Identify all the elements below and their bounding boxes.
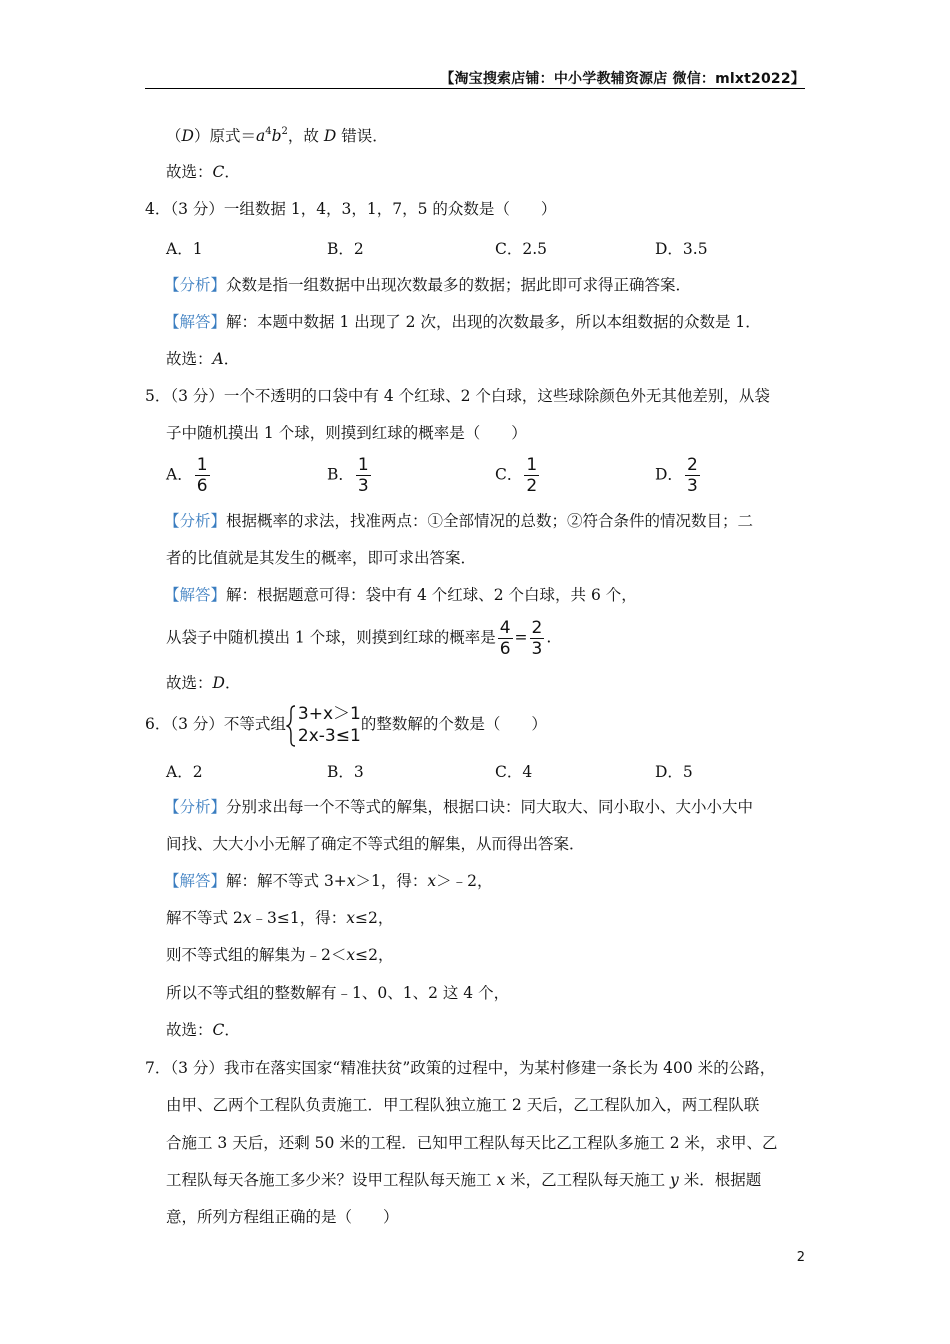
q4-solution: 【解答】解：本题中数据 1 出现了 2 次，出现的次数最多，所以本组数据的众数是 1． bbox=[164, 313, 761, 331]
q6-solution-1: 【解答】解：解不等式 3+x＞1，得：x＞﹣2， bbox=[164, 872, 493, 890]
q5-option-a: A． $\frac{1}{6}$ bbox=[166, 455, 208, 496]
q6-analysis-2: 间找、大大小小无解了确定不等式组的解集，从而得出答案． bbox=[166, 835, 585, 853]
prev-choose: 故选：C． bbox=[166, 163, 240, 181]
fraction: $\frac{2}{3}$ bbox=[531, 618, 543, 659]
q5-solution-1: 【解答】解：根据题意可得：袋中有 4 个红球、2 个白球，共 6 个， bbox=[164, 586, 637, 604]
q7-line-2: 由甲、乙两个工程队负责施工．甲工程队独立施工 2 天后，乙工程队加入，两工程队联 bbox=[166, 1096, 760, 1114]
analysis-tag: 【分析】 bbox=[164, 512, 227, 530]
q7-line-4: 工程队每天各施工多少米？设甲工程队每天施工 x 米，乙工程队每天施工 y 米．根据题 bbox=[166, 1171, 762, 1189]
inequality-system: 3+x＞1 2x-3≤1 bbox=[286, 703, 361, 747]
q4-choose: 故选：A． bbox=[166, 350, 240, 368]
q6-solution-4: 所以不等式组的整数解有﹣1、0、1、2 这 4 个， bbox=[166, 984, 510, 1002]
q4-stem: 4．（3 分）一组数据 1，4，3，1，7，5 的众数是（ ） bbox=[145, 200, 557, 218]
prev-d-line: （D）原式$=a^4b^2$，故 D 错误． bbox=[166, 126, 388, 145]
q6-solution-2: 解不等式 2x﹣3≤1，得：x≤2， bbox=[166, 909, 394, 927]
q6-analysis-1: 【分析】分别求出每一个不等式的解集，根据口诀：同大取大、同小取小、大小小大中 bbox=[164, 798, 754, 816]
header-text: 【淘宝搜索店铺：中小学教辅资源店 微信：mlxt2022】 bbox=[440, 71, 805, 87]
q5-option-c: C． $\frac{1}{2}$ bbox=[495, 455, 538, 496]
q5-choose: 故选：D． bbox=[166, 674, 241, 692]
analysis-tag: 【分析】 bbox=[164, 798, 227, 816]
q4-analysis: 【分析】众数是指一组数据中出现次数最多的数据；据此即可求得正确答案． bbox=[164, 276, 692, 294]
fraction: $\frac{2}{3}$ bbox=[686, 455, 698, 496]
q7-line-1: 7．（3 分）我市在落实国家“精准扶贫”政策的过程中，为某村修建一条长为 400 米的公路， bbox=[145, 1059, 776, 1077]
q7-line-3: 合施工 3 天后，还剩 50 米的工程．已知甲工程队每天比乙工程队多施工 2 米，求甲、乙 bbox=[166, 1134, 778, 1152]
q6-choose: 故选：C． bbox=[166, 1021, 240, 1039]
header-rule bbox=[145, 88, 805, 89]
q4-option-d: D．3.5 bbox=[655, 240, 708, 258]
q6-option-d: D．5 bbox=[655, 763, 693, 781]
q5-analysis-1: 【分析】根据概率的求法，找准两点：①全部情况的总数；②符合条件的情况数目；二 bbox=[164, 512, 754, 530]
solution-tag: 【解答】 bbox=[164, 872, 227, 890]
left-brace-icon bbox=[286, 705, 296, 747]
fraction: $\frac{1}{3}$ bbox=[357, 455, 369, 496]
q5-stem-2: 子中随机摸出 1 个球，则摸到红球的概率是（ ） bbox=[166, 424, 527, 442]
q4-option-a: A．1 bbox=[166, 240, 203, 258]
q4-option-b: B．2 bbox=[327, 240, 364, 258]
fraction: $\frac{1}{2}$ bbox=[526, 455, 538, 496]
q6-option-c: C．4 bbox=[495, 763, 533, 781]
page-number: 2 bbox=[796, 1250, 805, 1265]
q4-option-c: C．2.5 bbox=[495, 240, 548, 258]
analysis-tag: 【分析】 bbox=[164, 276, 227, 294]
q6-option-b: B．3 bbox=[327, 763, 364, 781]
q5-analysis-2: 者的比值就是其发生的概率，即可求出答案． bbox=[166, 549, 477, 567]
solution-tag: 【解答】 bbox=[164, 586, 227, 604]
solution-tag: 【解答】 bbox=[164, 313, 227, 331]
q6-option-a: A．2 bbox=[166, 763, 203, 781]
q5-option-d: D． $\frac{2}{3}$ bbox=[655, 455, 698, 496]
fraction: $\frac{4}{6}$ bbox=[499, 618, 511, 659]
q5-solution-2: 从袋子中随机摸出 1 个球，则摸到红球的概率是 $\frac{4}{6}$ = $\frac{2}{3}$ . bbox=[166, 618, 552, 659]
q5-option-b: B． $\frac{1}{3}$ bbox=[327, 455, 369, 496]
q5-stem-1: 5．（3 分）一个不透明的口袋中有 4 个红球、2 个白球，这些球除颜色外无其他差别，从袋 bbox=[145, 387, 770, 405]
q6-solution-3: 则不等式组的解集为﹣2＜x≤2， bbox=[166, 946, 394, 964]
q7-line-5: 意，所列方程组正确的是（ ） bbox=[166, 1208, 399, 1226]
fraction: $\frac{1}{6}$ bbox=[196, 455, 208, 496]
q6-stem: 6．（3 分）不等式组 3+x＞1 2x-3≤1 的整数解的个数是（ ） bbox=[145, 704, 547, 746]
